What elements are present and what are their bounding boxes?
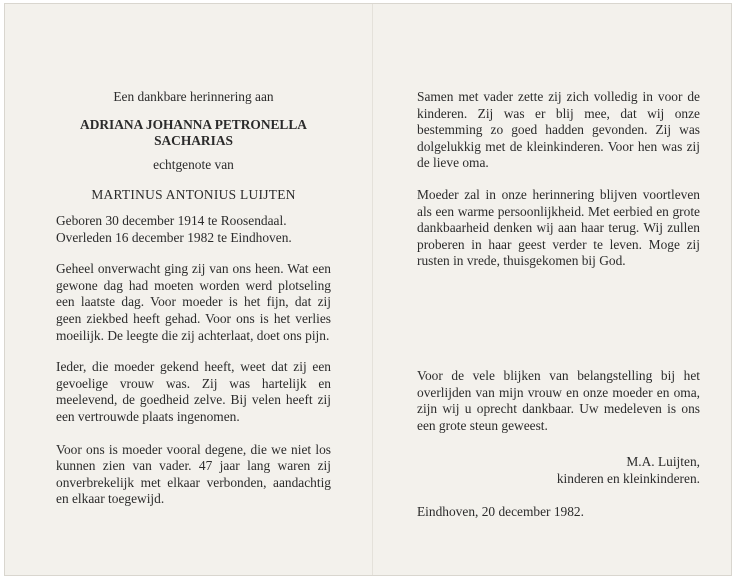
died-line: Overleden 16 december 1982 te Eindhoven. (56, 229, 292, 245)
left-paragraph-3: Voor ons is moeder vooral degene, die we niet los kunnen zien van vader. 47 jaar lang waren zij onverbrekelijk met elkaar verbonden, aandachtig en elkaar toegewijd. (56, 441, 331, 507)
memorial-card (4, 3, 732, 576)
right-page (417, 89, 700, 520)
right-paragraph-1: Samen met vader zette zij zich volledig in voor de kinderen. Zij was er blij mee, dat wij onze bestemming zo goed hadden gevonden. Zij was dolgelukkig met de kleinkinderen. Voor hen was zij de lieve oma. (417, 89, 700, 171)
life-dates (56, 213, 331, 246)
deceased-name (56, 117, 331, 150)
signature-block (417, 454, 700, 487)
right-paragraph-2: Moeder zal in onze herinnering blijven voortleven als een warme persoonlijkheid. Met eerbied en grote dankbaarheid denken wij aan haar terug. Wij zullen proberen in haar geest verder te leven. Moge zij rusten in vrede, thuisgekomen bij God. (417, 186, 700, 269)
left-paragraph-1: Geheel onverwacht ging zij van ons heen. Wat een gewone dag had moeten worden werd plotseling een laatste dag. Voor moeder is het fijn, dat zij geen ziekbed heeft gehad. Voor ons is het verlies moeilijk. De leegte die zij achterlaat, doet ons pijn. (56, 261, 331, 343)
spouse-label: echtgenote van (153, 156, 234, 172)
signature-name: M.A. Luijten, (626, 454, 700, 470)
intro-line: Een dankbare herinnering aan (113, 89, 274, 104)
place-date: Eindhoven, 20 december 1982. (417, 503, 584, 519)
spouse-name: MARTINUS ANTONIUS LUIJTEN (91, 187, 296, 203)
card-fold-line (372, 4, 373, 575)
left-page (56, 89, 331, 523)
left-paragraph-2: Ieder, die moeder gekend heeft, weet dat zij een gevoelige vrouw was. Zij was hartelijk en meelevend, de goedheid zelve. Bij velen heeft zij een vertrouwde plaats ingenomen. (56, 359, 331, 424)
deceased-name-line2: SACHARIAS (154, 133, 233, 149)
signature-family: kinderen en kleinkinderen. (556, 470, 700, 486)
born-line: Geboren 30 december 1914 te Roosendaal. (56, 212, 287, 228)
deceased-name-line1: ADRIANA JOHANNA PETRONELLA (80, 116, 307, 132)
right-paragraph-3: Voor de vele blijken van belangstelling bij het overlijden van mijn vrouw en onze moeder en oma, zijn wij u oprecht dankbaar. Uw medeleven is ons een grote steun geweest. (417, 367, 700, 433)
